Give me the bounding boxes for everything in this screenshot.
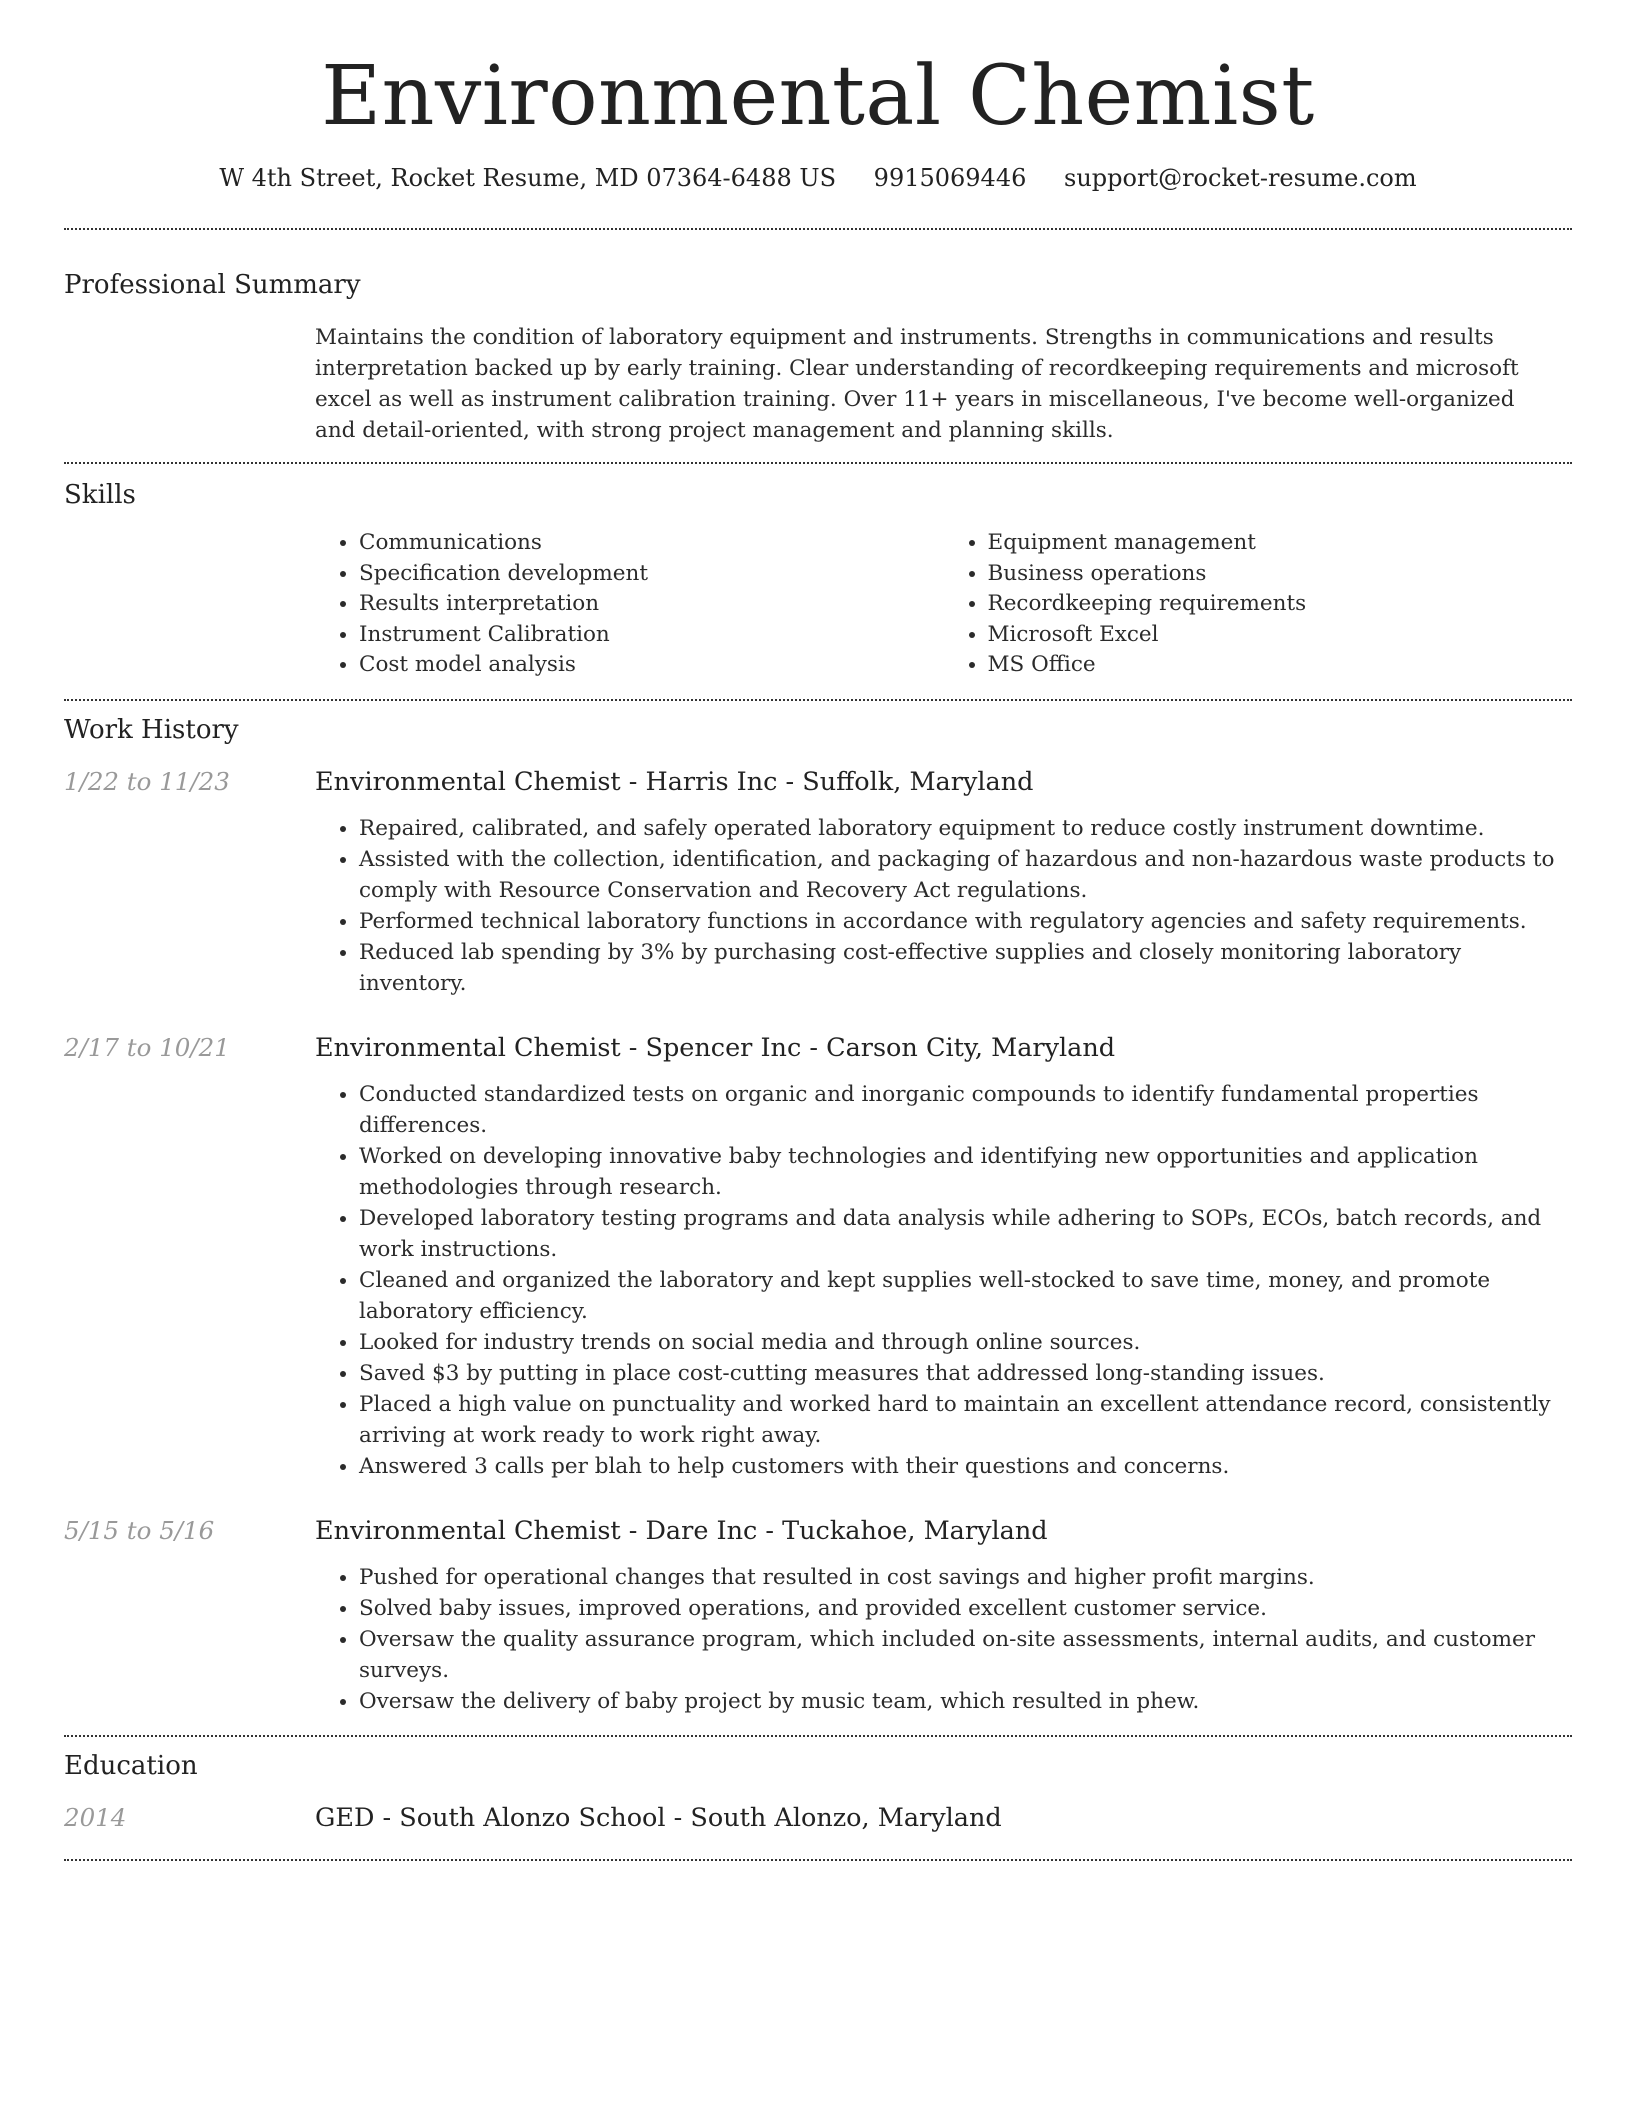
job-dates: 1/22 to 11/23 (64, 766, 230, 796)
skill-item: • Business operations (988, 559, 1573, 590)
job-title: Environmental Chemist - Harris Inc - Suffolk, Maryland (315, 766, 1034, 797)
job-bullets (64, 1079, 1572, 1482)
job-bullet: • Saved $3 by putting in place cost-cutting measures that addressed long-standing issues. (359, 1358, 1572, 1389)
skill-item: • Cost model analysis (359, 650, 944, 681)
email-text: support@rocket-resume.com (1064, 164, 1417, 193)
job-bullet: • Solved baby issues, improved operations, and provided excellent customer service. (359, 1593, 1572, 1624)
job-title: Environmental Chemist - Dare Inc - Tuckahoe, Maryland (315, 1515, 1048, 1546)
job-bullet: • Oversaw the delivery of baby project by music team, which resulted in phew. (359, 1686, 1572, 1717)
skills-heading: Skills (64, 480, 136, 511)
job-bullet: • Conducted standardized tests on organic and inorganic compounds to identify fundamental properties differences. (359, 1079, 1572, 1141)
skill-item: • Microsoft Excel (988, 620, 1573, 651)
summary-text: Maintains the condition of laboratory equipment and instruments. Strengths in communications and results interpretation backed up by early training. Clear understanding of recordkeeping requirements and microsoft excel as well as instrument calibration training. Over 11+ years in miscellaneous, I've become well-organized and detail-oriented, with strong project management and planning skills. (315, 325, 1519, 444)
job-title: Environmental Chemist - Spencer Inc - Carson City, Maryland (315, 1032, 1116, 1063)
resume-name: Environmental Chemist (321, 49, 1315, 144)
education-year: 2014 (64, 1802, 127, 1832)
skill-item: • Specification development (359, 559, 944, 590)
job-entry (64, 1033, 1572, 1482)
contact-line (64, 164, 1572, 192)
skill-item: • Communications (359, 528, 944, 559)
work-history-heading: Work History (64, 714, 239, 745)
education-entry: GED - South Alonzo School - South Alonzo, Maryland (315, 1802, 1002, 1833)
skills-section (64, 464, 1572, 681)
skill-item: • Results interpretation (359, 589, 944, 620)
address-text: W 4th Street, Rocket Resume, MD 07364-6488 US (219, 164, 837, 193)
job-bullet: • Worked on developing innovative baby technologies and identifying new opportunities and application methodologies through research. (359, 1141, 1572, 1203)
job-bullet: • Assisted with the collection, identification, and packaging of hazardous and non-hazardous waste products to comply with Resource Conservation and Recovery Act regulations. (359, 844, 1572, 906)
summary-heading: Professional Summary (64, 270, 361, 301)
skills-list-right (944, 528, 1573, 681)
job-entry (64, 1516, 1572, 1717)
job-bullet: • Repaired, calibrated, and safely operated laboratory equipment to reduce costly instrument downtime. (359, 813, 1572, 844)
summary-section (64, 230, 1572, 446)
resume-page (64, 0, 1572, 1861)
skill-item: • Recordkeeping requirements (988, 589, 1573, 620)
job-bullets (64, 813, 1572, 999)
job-bullet: • Cleaned and organized the laboratory and kept supplies well-stocked to save time, money, and promote laboratory efficiency. (359, 1265, 1572, 1327)
job-bullet: • Answered 3 calls per blah to help customers with their questions and concerns. (359, 1451, 1572, 1482)
job-entry (64, 767, 1572, 999)
job-bullet: • Pushed for operational changes that resulted in cost savings and higher profit margins. (359, 1562, 1572, 1593)
skills-columns (315, 528, 1572, 681)
education-heading: Education (64, 1750, 198, 1781)
education-section (64, 1737, 1572, 1833)
skill-item: • Instrument Calibration (359, 620, 944, 651)
job-bullet: • Performed technical laboratory functions in accordance with regulatory agencies and safety requirements. (359, 906, 1572, 937)
divider (64, 1859, 1572, 1861)
job-bullet: • Oversaw the quality assurance program, which included on-site assessments, internal audits, and customer surveys. (359, 1624, 1572, 1686)
job-bullets (64, 1562, 1572, 1717)
job-bullet: • Developed laboratory testing programs and data analysis while adhering to SOPs, ECOs, batch records, and work instructions. (359, 1203, 1572, 1265)
job-dates: 5/15 to 5/16 (64, 1515, 215, 1545)
phone-text: 9915069446 (873, 164, 1027, 193)
work-history-section (64, 701, 1572, 1717)
skill-item: • MS Office (988, 650, 1573, 681)
job-dates: 2/17 to 10/21 (64, 1032, 230, 1062)
job-bullet: • Looked for industry trends on social media and through online sources. (359, 1327, 1572, 1358)
job-bullet: • Placed a high value on punctuality and worked hard to maintain an excellent attendance record, consistently arriving at work ready to work right away. (359, 1389, 1572, 1451)
skills-list-left (315, 528, 944, 681)
job-bullet: • Reduced lab spending by 3% by purchasing cost-effective supplies and closely monitoring laboratory inventory. (359, 937, 1572, 999)
skill-item: • Equipment management (988, 528, 1573, 559)
